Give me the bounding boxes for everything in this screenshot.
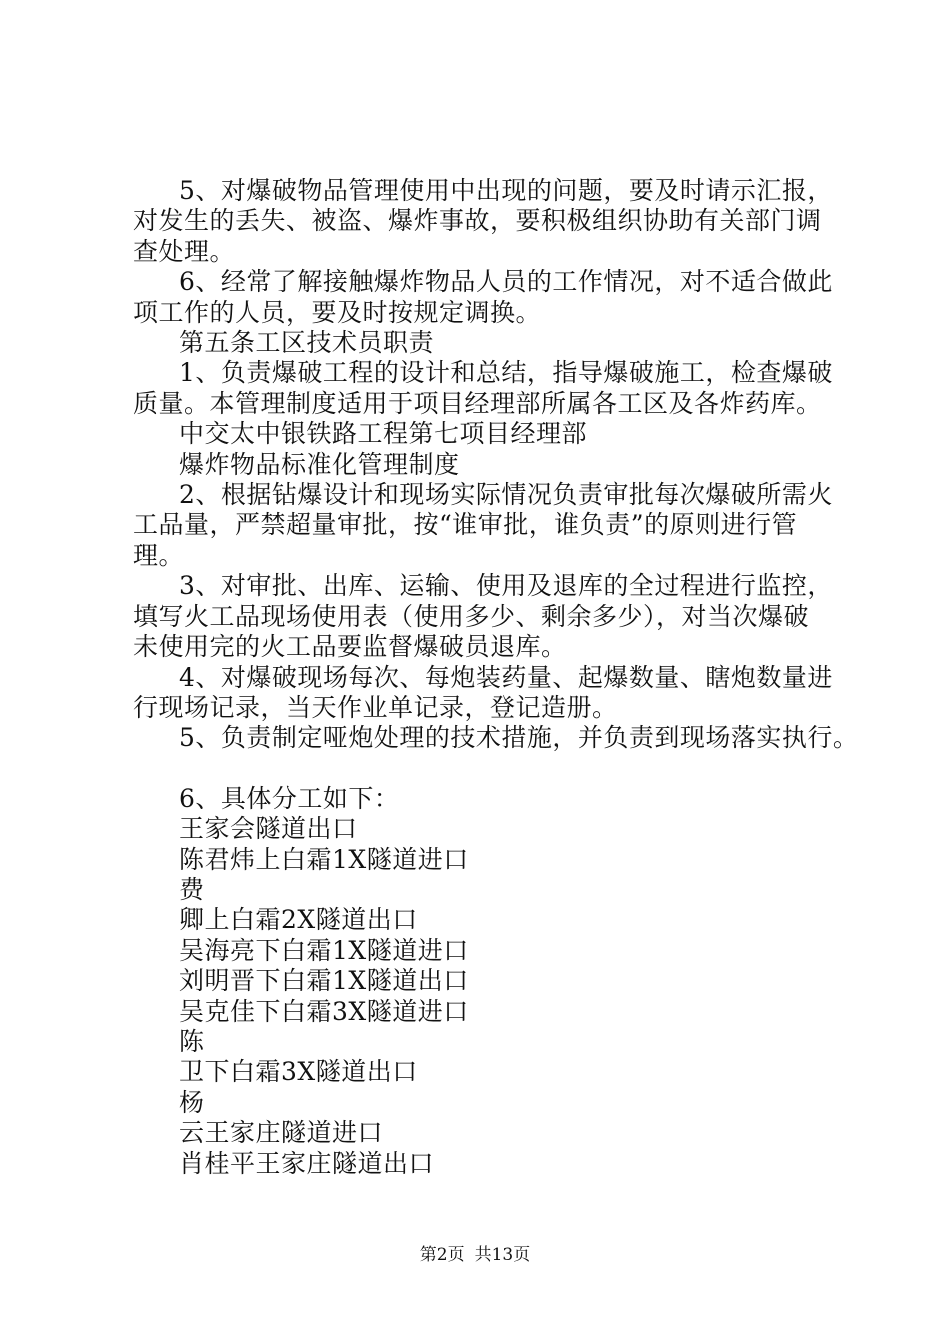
paragraph-line: 6、经常了解接触爆炸物品人员的工作情况，对不适合做此 <box>179 267 833 297</box>
paragraph-line: 行现场记录，当天作业单记录，登记造册。 <box>133 692 618 722</box>
blank-line <box>133 754 893 784</box>
assignment-line: 云王家庄隧道进口 <box>179 1118 384 1148</box>
assignment-line: 陈君炜上白霜1X隧道进口 <box>179 844 469 874</box>
assignment-line: 王家会隧道出口 <box>179 814 358 844</box>
document-title: 爆炸物品标准化管理制度 <box>179 449 460 479</box>
assignment-line: 杨 <box>179 1087 205 1117</box>
paragraph-line: 未使用完的火工品要监督爆破员退库。 <box>133 632 567 662</box>
paragraph-line: 1、负责爆破工程的设计和总结，指导爆破施工，检查爆破 <box>179 358 833 388</box>
page-footer <box>0 1244 950 1266</box>
assignment-line: 卿上白霜2X隧道出口 <box>179 905 418 935</box>
assignment-line: 陈 <box>179 1026 205 1056</box>
paragraph-line: 工品量，严禁超量审批，按“谁审批，谁负责”的原则进行管 <box>133 510 798 540</box>
page-number: 第2页 <box>419 1245 465 1265</box>
section-heading: 第五条工区技术员职责 <box>179 328 435 358</box>
assignment-line: 吴海亮下白霜1X隧道进口 <box>179 935 469 965</box>
assignment-line: 卫下白霜3X隧道出口 <box>179 1057 418 1087</box>
assignment-line: 刘明晋下白霜1X隧道出口 <box>179 966 469 996</box>
organization-name: 中交太中银铁路工程第七项目经理部 <box>179 419 588 449</box>
document-body <box>133 176 893 1179</box>
paragraph-line: 质量。本管理制度适用于项目经理部所属各工区及各炸药库。 <box>133 388 822 418</box>
paragraph-line: 对发生的丢失、被盗、爆炸事故，要积极组织协助有关部门调 <box>133 206 822 236</box>
paragraph-line: 理。 <box>133 540 185 570</box>
page-total: 共13页 <box>474 1245 531 1265</box>
paragraph-line: 3、对审批、出库、运输、使用及退库的全过程进行监控， <box>179 571 833 601</box>
paragraph-line: 项工作的人员，要及时按规定调换。 <box>133 297 542 327</box>
assignment-line: 吴克佳下白霜3X隧道进口 <box>179 996 469 1026</box>
paragraph-line: 2、根据钻爆设计和现场实际情况负责审批每次爆破所需火 <box>179 480 833 510</box>
paragraph-line: 5、负责制定哑炮处理的技术措施，并负责到现场落实执行。 <box>179 723 859 753</box>
paragraph-line: 查处理。 <box>133 236 236 266</box>
assignment-line: 肖桂平王家庄隧道出口 <box>179 1148 435 1178</box>
paragraph-line: 5、对爆破物品管理使用中出现的问题，要及时请示汇报， <box>179 176 833 205</box>
assignment-line: 费 <box>179 874 205 904</box>
paragraph-line: 填写火工品现场使用表（使用多少、剩余多少），对当次爆破 <box>133 601 810 631</box>
list-heading: 6、具体分工如下： <box>179 783 400 813</box>
paragraph-line: 4、对爆破现场每次、每炮装药量、起爆数量、瞎炮数量进 <box>179 662 833 692</box>
